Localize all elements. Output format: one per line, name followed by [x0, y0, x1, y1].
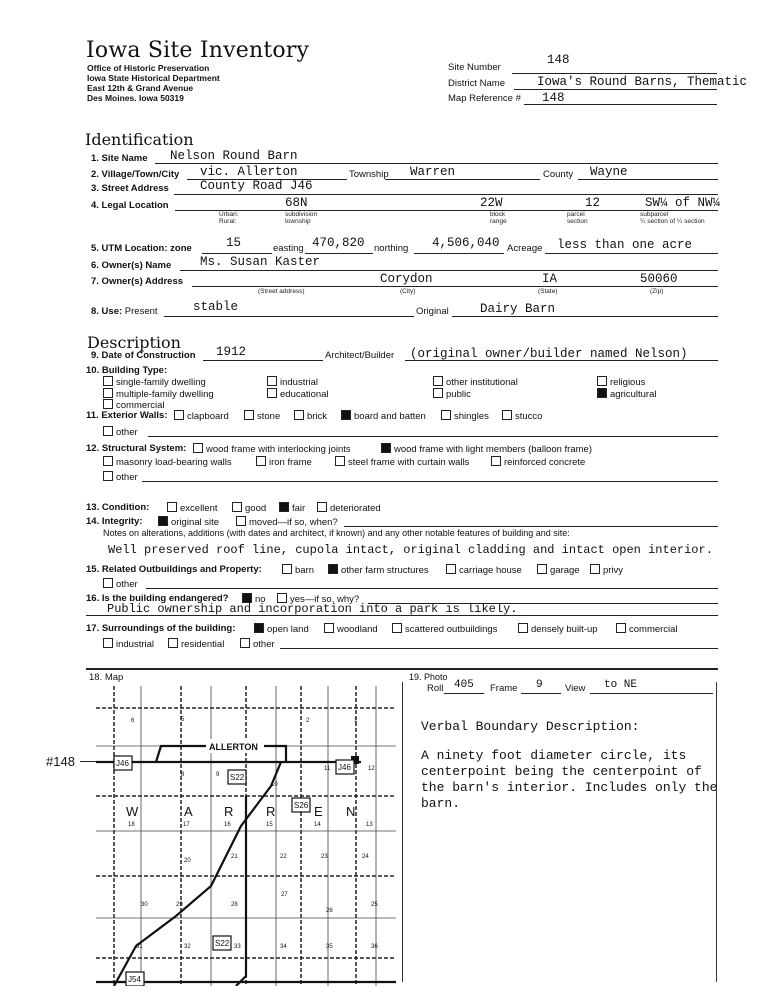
- surroundings-scattered[interactable]: scattered outbuildings: [392, 623, 497, 635]
- checkbox[interactable]: [616, 623, 626, 633]
- section-number: 27: [281, 892, 288, 898]
- owner-name-label: 6. Owner(s) Name: [91, 260, 172, 271]
- section-number: 36: [371, 944, 378, 950]
- caption-urban: Urban:: [219, 211, 239, 218]
- checkbox[interactable]: [267, 376, 277, 386]
- road-label: J46: [338, 763, 351, 772]
- view-value[interactable]: to NE: [604, 679, 638, 691]
- architect-value[interactable]: (original owner/builder named Nelson): [410, 347, 688, 361]
- org-line: Office of Historic Preservation: [87, 63, 210, 73]
- endangered-no[interactable]: no: [242, 593, 266, 605]
- site-name-value[interactable]: Nelson Round Barn: [170, 149, 298, 163]
- location-map: [96, 686, 396, 986]
- checkbox-checked[interactable]: [381, 443, 391, 453]
- caption-city: (City): [400, 288, 416, 295]
- org-line: East 12th & Grand Avenue: [87, 83, 194, 93]
- checkbox[interactable]: [240, 638, 250, 648]
- section-number: 14: [314, 822, 321, 828]
- checkbox[interactable]: [392, 623, 402, 633]
- checkbox[interactable]: [103, 376, 113, 386]
- boundary-line: A ninety foot diameter circle, its: [421, 748, 687, 763]
- checkbox[interactable]: [446, 564, 456, 574]
- condition-excellent[interactable]: excellent: [167, 502, 218, 514]
- section-number: 34: [280, 944, 287, 950]
- township-label: Township: [349, 169, 389, 180]
- exterior-brick[interactable]: brick: [294, 410, 327, 422]
- section-number: 24: [362, 854, 369, 860]
- notes-label: Notes on alterations, additions (with dates and architect, if known) and any other notable features of building and site:: [103, 528, 570, 538]
- org-line: Des Moines. Iowa 50319: [87, 93, 184, 103]
- section-number: 13: [366, 822, 373, 828]
- site-number-label: Site Number: [448, 62, 501, 73]
- org-line: Iowa State Historical Department: [87, 73, 220, 83]
- county-value[interactable]: Wayne: [590, 165, 628, 179]
- surroundings-densely-built[interactable]: densely built-up: [518, 623, 598, 635]
- section-number: 31: [136, 944, 143, 950]
- caption-section: section: [567, 218, 588, 225]
- township-letter: E: [314, 804, 323, 819]
- legal-township-value[interactable]: 68N: [285, 196, 308, 210]
- section-number: 35: [326, 944, 333, 950]
- caption-subdivision: subdivision: [285, 211, 318, 218]
- checkbox[interactable]: [236, 516, 246, 526]
- building-type-commercial[interactable]: commercial: [103, 399, 165, 411]
- description-heading: Description: [87, 333, 181, 352]
- section-number: 22: [280, 854, 287, 860]
- caption-state: (State): [538, 288, 558, 295]
- photo-label: 19. Photo: [409, 672, 448, 682]
- township-letter: A: [184, 804, 193, 819]
- condition-good[interactable]: good: [232, 502, 266, 514]
- building-type-other-institutional[interactable]: other institutional: [433, 376, 518, 388]
- checkbox[interactable]: [433, 376, 443, 386]
- section-number: 8: [181, 772, 185, 778]
- town-label: ALLERTON: [209, 742, 258, 752]
- checkbox[interactable]: [232, 502, 242, 512]
- roll-label: Roll: [427, 683, 444, 694]
- use-present-label: 8. Use: Present: [91, 306, 158, 317]
- district-name-label: District Name: [448, 78, 506, 89]
- checkbox[interactable]: [441, 410, 451, 420]
- org-address: [87, 63, 220, 103]
- surroundings-woodland[interactable]: woodland: [324, 623, 378, 635]
- caption-subparcel: subparcel: [640, 211, 669, 218]
- section-number: 1: [354, 718, 358, 724]
- structural-steel-frame[interactable]: steel frame with curtain walls: [335, 456, 469, 468]
- outbuildings-barn[interactable]: barn: [282, 564, 314, 576]
- district-name-value[interactable]: Iowa's Round Barns, Thematic: [537, 75, 748, 89]
- checkbox[interactable]: [433, 388, 443, 398]
- exterior-stucco[interactable]: stucco: [502, 410, 542, 422]
- use-original-label: Original: [416, 306, 449, 317]
- site-name-label: 1. Site Name: [91, 153, 148, 164]
- checkbox-checked[interactable]: [328, 564, 338, 574]
- checkbox-checked[interactable]: [341, 410, 351, 420]
- outbuildings-garage[interactable]: garage: [537, 564, 580, 576]
- township-value[interactable]: Warren: [410, 165, 456, 179]
- village-value[interactable]: vic. Allerton: [200, 165, 298, 179]
- checkbox[interactable]: [244, 410, 254, 420]
- endangered-label: 16. Is the building endangered?: [86, 593, 229, 604]
- easting-value[interactable]: 470,820: [312, 236, 365, 250]
- checkbox[interactable]: [294, 410, 304, 420]
- utm-zone-value[interactable]: 15: [226, 236, 242, 250]
- section-number: 5: [181, 717, 185, 723]
- township-letter: N: [346, 804, 356, 819]
- caption-street-address: (Street address): [258, 288, 305, 295]
- section-number: 17: [183, 822, 190, 828]
- northing-label: northing: [374, 243, 409, 254]
- section-number: 16: [224, 822, 231, 828]
- caption-rural: Rural:: [219, 218, 237, 225]
- surroundings-label: 17. Surroundings of the building:: [86, 623, 236, 634]
- section-number: 32: [184, 944, 191, 950]
- structural-balloon-frame[interactable]: wood frame with light members (balloon frame): [381, 443, 592, 455]
- section-number: 11: [324, 766, 331, 772]
- acreage-value[interactable]: less than one acre: [557, 238, 693, 252]
- surroundings-residential[interactable]: residential: [168, 638, 224, 650]
- condition-fair[interactable]: fair: [279, 502, 305, 514]
- checkbox[interactable]: [103, 426, 113, 436]
- owner-address-label: 7. Owner(s) Address: [91, 276, 184, 287]
- integrity-original-site[interactable]: original site: [158, 516, 219, 528]
- owner-city-value[interactable]: Corydon: [380, 272, 433, 286]
- surroundings-industrial[interactable]: industrial: [103, 638, 154, 650]
- caption-township: township: [285, 218, 311, 225]
- section-number: 18: [128, 822, 135, 828]
- use-original-value[interactable]: Dairy Barn: [480, 302, 556, 316]
- section-number: 20: [184, 858, 191, 864]
- caption-quarter: ¼ section of ¼ section: [640, 218, 705, 225]
- section-number: 28: [231, 902, 238, 908]
- boundary-line: centerpoint being the centerpoint of: [421, 764, 702, 779]
- county-label: County: [543, 169, 574, 180]
- exterior-board-and-batten[interactable]: board and batten: [341, 410, 426, 422]
- checkbox-checked[interactable]: [254, 623, 264, 633]
- section-number: 23: [321, 854, 328, 860]
- notes-value[interactable]: Well preserved roof line, cupola intact, original cladding and intact open interior.: [108, 543, 713, 557]
- road-label: S26: [294, 801, 309, 810]
- checkbox[interactable]: [174, 410, 184, 420]
- section-number: 25: [371, 902, 378, 908]
- road-label: J46: [116, 759, 129, 768]
- identification-heading: Identification: [85, 130, 194, 149]
- outbuildings-other[interactable]: other: [103, 578, 138, 590]
- section-number: 12: [368, 766, 375, 772]
- legal-subparcel-value[interactable]: SW¼ of NW¼: [645, 196, 721, 210]
- section-number: 21: [231, 854, 238, 860]
- section-number: 29: [176, 902, 183, 908]
- boundary-heading: Verbal Boundary Description:: [421, 719, 640, 734]
- checkbox[interactable]: [324, 623, 334, 633]
- integrity-moved[interactable]: moved—if so, when?: [236, 516, 338, 528]
- owner-state-value[interactable]: IA: [542, 272, 558, 286]
- checkbox[interactable]: [103, 638, 113, 648]
- boundary-description: [421, 748, 717, 812]
- checkbox[interactable]: [590, 564, 600, 574]
- frame-value[interactable]: 9: [536, 679, 543, 691]
- section-number: 9: [216, 772, 220, 778]
- boundary-line: barn.: [421, 796, 461, 811]
- exterior-clapboard[interactable]: clapboard: [174, 410, 229, 422]
- caption-range: range: [490, 218, 507, 225]
- checkbox[interactable]: [103, 388, 113, 398]
- frame-label: Frame: [490, 683, 518, 694]
- structural-reinforced-concrete[interactable]: reinforced concrete: [491, 456, 585, 468]
- section-number: 30: [141, 902, 148, 908]
- endangered-note-value[interactable]: Public ownership and incorporation into a park is likely.: [107, 602, 518, 616]
- legal-section-value[interactable]: 12: [585, 196, 601, 210]
- integrity-label: 14. Integrity:: [86, 516, 143, 527]
- legal-range-value[interactable]: 22W: [480, 196, 503, 210]
- street-address-label: 3. Street Address: [91, 183, 169, 194]
- checkbox[interactable]: [518, 623, 528, 633]
- building-type-label: 10. Building Type:: [86, 365, 168, 376]
- condition-label: 13. Condition:: [86, 502, 150, 513]
- checkbox[interactable]: [103, 578, 113, 588]
- caption-parcel: parcel: [567, 211, 585, 218]
- boundary-line: the barn's interior. Includes only the: [421, 780, 718, 795]
- checkbox-checked[interactable]: [279, 502, 289, 512]
- structural-system-label: 12. Structural System:: [86, 443, 187, 454]
- section-number: 6: [131, 718, 135, 724]
- map-label: 18. Map: [89, 672, 124, 683]
- building-type-multiple-family[interactable]: multiple-family dwelling: [103, 388, 214, 400]
- architect-label: Architect/Builder: [325, 350, 395, 361]
- building-type-agricultural[interactable]: agricultural: [597, 388, 656, 400]
- owner-zip-value[interactable]: 50060: [640, 272, 678, 286]
- section-number: 15: [266, 822, 273, 828]
- map-reference-value[interactable]: 148: [542, 91, 565, 105]
- northing-value[interactable]: 4,506,040: [432, 236, 500, 250]
- structural-masonry[interactable]: masonry load-bearing walls: [103, 456, 232, 468]
- surroundings-commercial[interactable]: commercial: [616, 623, 678, 635]
- date-construction-value[interactable]: 1912: [216, 345, 247, 359]
- checkbox[interactable]: [537, 564, 547, 574]
- date-construction-label: 9. Date of Construction: [91, 350, 196, 361]
- checkbox[interactable]: [491, 456, 501, 466]
- checkbox[interactable]: [168, 638, 178, 648]
- checkbox[interactable]: [193, 443, 203, 453]
- site-number-value[interactable]: 148: [547, 53, 570, 67]
- section-number: 10: [271, 782, 278, 788]
- checkbox[interactable]: [103, 456, 113, 466]
- endangered-yes[interactable]: yes—if so, why?: [277, 593, 359, 605]
- outbuildings-carriage-house[interactable]: carriage house: [446, 564, 522, 576]
- surroundings-other[interactable]: other: [240, 638, 275, 650]
- building-type-public[interactable]: public: [433, 388, 471, 400]
- easting-label: easting: [273, 243, 304, 254]
- village-label: 2. Village/Town/City: [91, 169, 180, 180]
- building-type-educational[interactable]: educational: [267, 388, 329, 400]
- checkbox[interactable]: [103, 471, 113, 481]
- utm-label: 5. UTM Location: zone: [91, 243, 192, 254]
- surroundings-open-land[interactable]: open land: [254, 623, 309, 635]
- map-reference-label: Map Reference #: [448, 93, 521, 104]
- checkbox-checked[interactable]: [597, 388, 607, 398]
- building-type-industrial[interactable]: industrial: [267, 376, 318, 388]
- checkbox[interactable]: [597, 376, 607, 386]
- structural-iron-frame[interactable]: iron frame: [256, 456, 312, 468]
- road-label: S22: [230, 773, 245, 782]
- section-number: 2: [306, 718, 310, 724]
- use-present-value[interactable]: stable: [193, 300, 239, 314]
- township-letter: R: [224, 804, 234, 819]
- checkbox[interactable]: [256, 456, 266, 466]
- section-number: 33: [234, 944, 241, 950]
- township-letter: W: [126, 804, 139, 819]
- condition-deteriorated[interactable]: deteriorated: [317, 502, 381, 514]
- checkbox[interactable]: [502, 410, 512, 420]
- map-pointer-label: #148: [46, 754, 75, 769]
- building-type-single-family[interactable]: single-family dwelling: [103, 376, 206, 388]
- checkbox[interactable]: [282, 564, 292, 574]
- structural-other[interactable]: other: [103, 471, 138, 483]
- view-label: View: [565, 683, 586, 694]
- exterior-stone[interactable]: stone: [244, 410, 280, 422]
- checkbox[interactable]: [335, 456, 345, 466]
- checkbox[interactable]: [317, 502, 327, 512]
- street-address-value[interactable]: County Road J46: [200, 179, 313, 193]
- exterior-walls-label: 11. Exterior Walls:: [86, 410, 168, 421]
- exterior-shingles[interactable]: shingles: [441, 410, 489, 422]
- checkbox-checked[interactable]: [158, 516, 168, 526]
- form-title: Iowa Site Inventory: [86, 38, 310, 63]
- road-label: J54: [128, 975, 141, 984]
- acreage-label: Acreage: [507, 243, 543, 254]
- outbuildings-other-farm[interactable]: other farm structures: [328, 564, 429, 576]
- building-type-religious[interactable]: religious: [597, 376, 645, 388]
- outbuildings-label: 15. Related Outbuildings and Property:: [86, 564, 262, 575]
- section-number: 26: [326, 908, 333, 914]
- checkbox[interactable]: [103, 399, 113, 409]
- owner-name-value[interactable]: Ms. Susan Kaster: [200, 255, 321, 269]
- checkbox[interactable]: [167, 502, 177, 512]
- checkbox[interactable]: [267, 388, 277, 398]
- township-letter: R: [266, 804, 276, 819]
- legal-location-label: 4. Legal Location: [91, 200, 169, 211]
- outbuildings-privy[interactable]: privy: [590, 564, 623, 576]
- caption-zip: (Zip): [650, 288, 664, 295]
- roll-value[interactable]: 405: [454, 679, 474, 691]
- structural-interlocking-joints[interactable]: wood frame with interlocking joints: [193, 443, 351, 455]
- road-label: S22: [215, 939, 230, 948]
- caption-block: block: [490, 211, 506, 218]
- exterior-other[interactable]: other: [103, 426, 138, 438]
